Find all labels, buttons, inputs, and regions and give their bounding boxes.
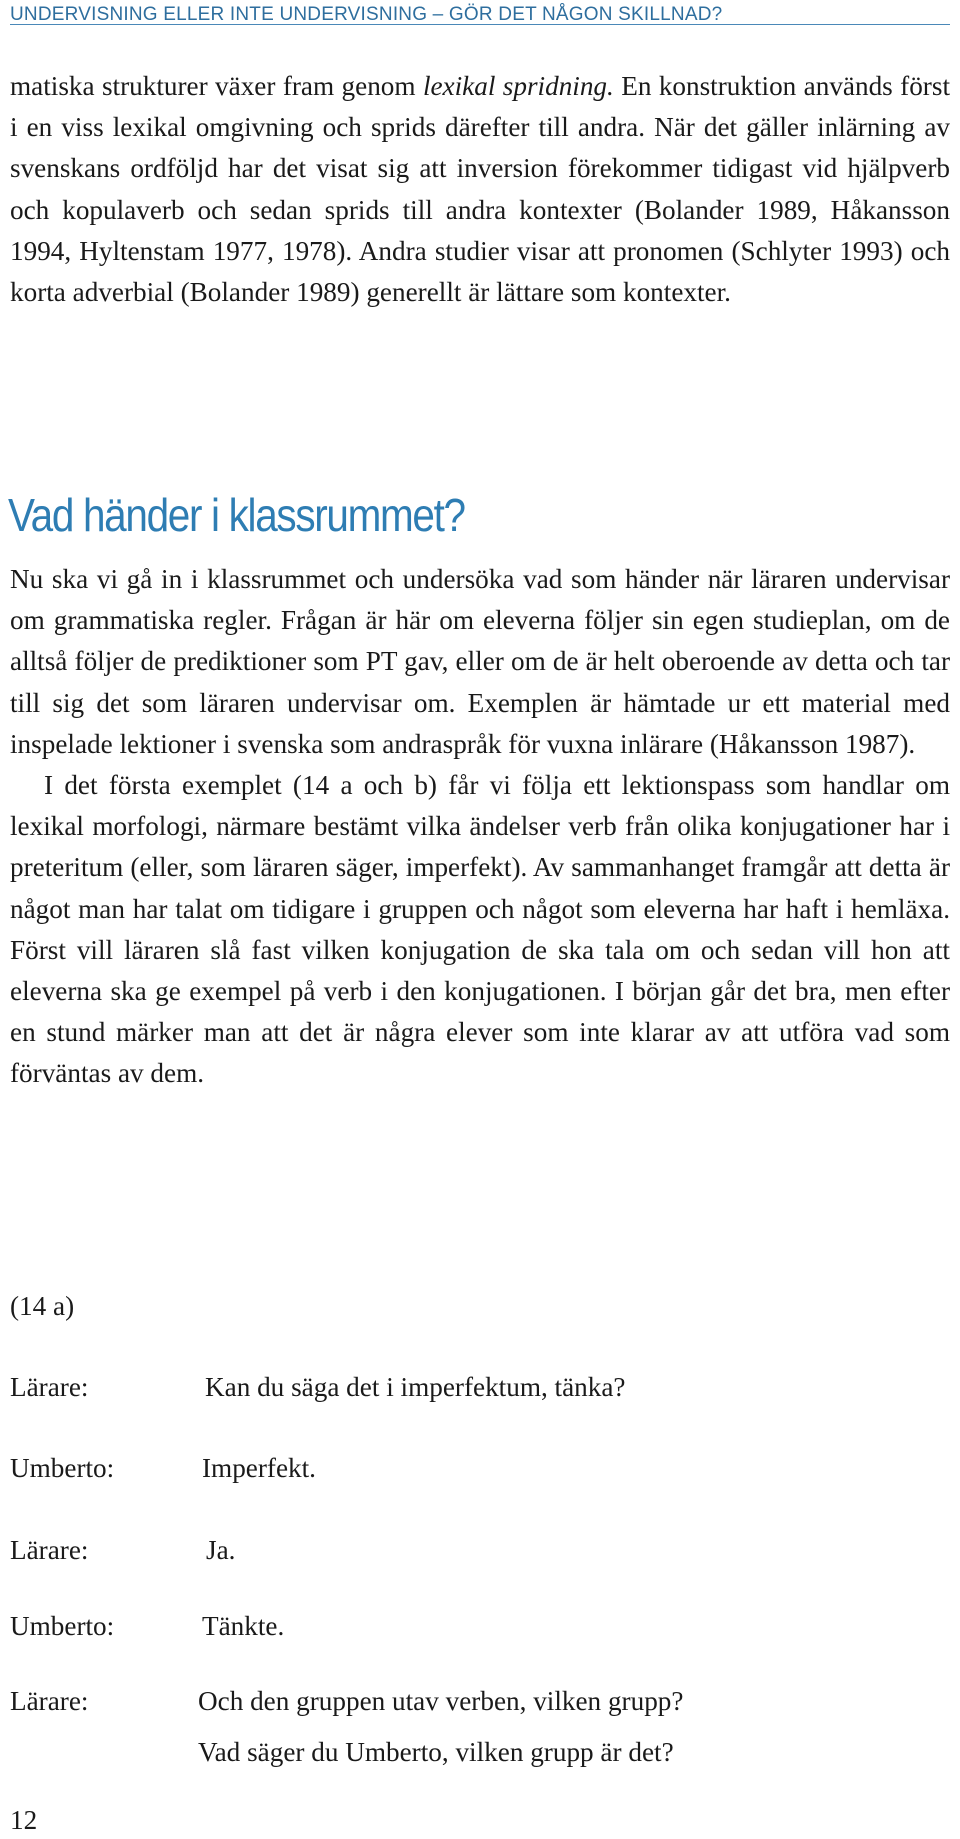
speaker-name: Umberto: bbox=[10, 1611, 115, 1641]
body-paragraph: I det första exemplet (14 a och b) får vi följa ett lektionspass som handlar om lexikal morfologi, närmare bestämt vilka ändelser verb från olika konjugationer har i preteritum (eller, som läraren säger, imperfekt). Av sammanhanget framgår att detta är något man har talat om tidigare i gruppen och något som eleverna har haft i hemläxa. Först vill läraren slå fast vilken konjugation de ska tala om och sedan vill hon att eleverna ska ge exempel på verb i den konjugationen. I början går det bra, men efter en stund märker man att det är några elever som inte klarar av att utföra vad som förväntas av dem. bbox=[10, 770, 950, 1089]
emphasized-term: lexikal spridning. bbox=[422, 71, 614, 101]
running-title: UNDERVISNING ELLER INTE UNDERVISNING – GÖR DET NÅGON SKILLNAD? bbox=[10, 4, 723, 25]
utterance: Ja. bbox=[206, 1535, 236, 1565]
example-label: (14 a) bbox=[10, 1291, 75, 1321]
page-number: 12 bbox=[10, 1805, 38, 1835]
utterance: Vad säger du Umberto, vilken grupp är det? bbox=[198, 1737, 674, 1767]
section-heading: Vad händer i klassrummet? bbox=[8, 489, 465, 541]
utterance: Imperfekt. bbox=[202, 1453, 316, 1483]
utterance: Tänkte. bbox=[202, 1611, 285, 1641]
speaker-name: Umberto: bbox=[10, 1453, 115, 1483]
body-paragraph: Nu ska vi gå in i klassrummet och undersöka vad som händer när läraren undervisar om grammatiska regler. Frågan är här om eleverna följer sin egen studieplan, om de alltså följer de prediktioner som PT gav, eller om de är helt oberoende av detta och tar till sig det som läraren undervisar om. Exemplen är hämtade ur ett material med inspelade lektioner i svenska som andraspråk för vuxna inlärare (Håkansson 1987). bbox=[10, 564, 950, 759]
running-header bbox=[10, 2, 950, 25]
speaker-name: Lärare: bbox=[10, 1372, 89, 1402]
speaker-name: Lärare: bbox=[10, 1535, 89, 1565]
section-body bbox=[10, 559, 950, 1095]
speaker-name: Lärare: bbox=[10, 1686, 89, 1716]
body-paragraph-intro bbox=[10, 66, 950, 313]
paragraph-text: matiska strukturer växer fram genom bbox=[10, 71, 423, 101]
paragraph-text: En konstruktion används först i en viss lexikal omgivning och sprids därefter till andra. När det gäller inlärning av svenskans ordföljd har det visat sig att inversion förekommer tidigast vid hjälpverb och kopulaverb och sedan sprids till andra kontexter (Bolander 1989, Håkansson 1994, Hyltenstam 1977, 1978). Andra studier visar att pronomen (Schlyter 1993) och korta adverbial (Bolander 1989) generellt är lättare som kontexter. bbox=[10, 71, 950, 308]
utterance: Och den gruppen utav verben, vilken grupp? bbox=[198, 1686, 684, 1716]
utterance: Kan du säga det i imperfektum, tänka? bbox=[205, 1372, 626, 1402]
